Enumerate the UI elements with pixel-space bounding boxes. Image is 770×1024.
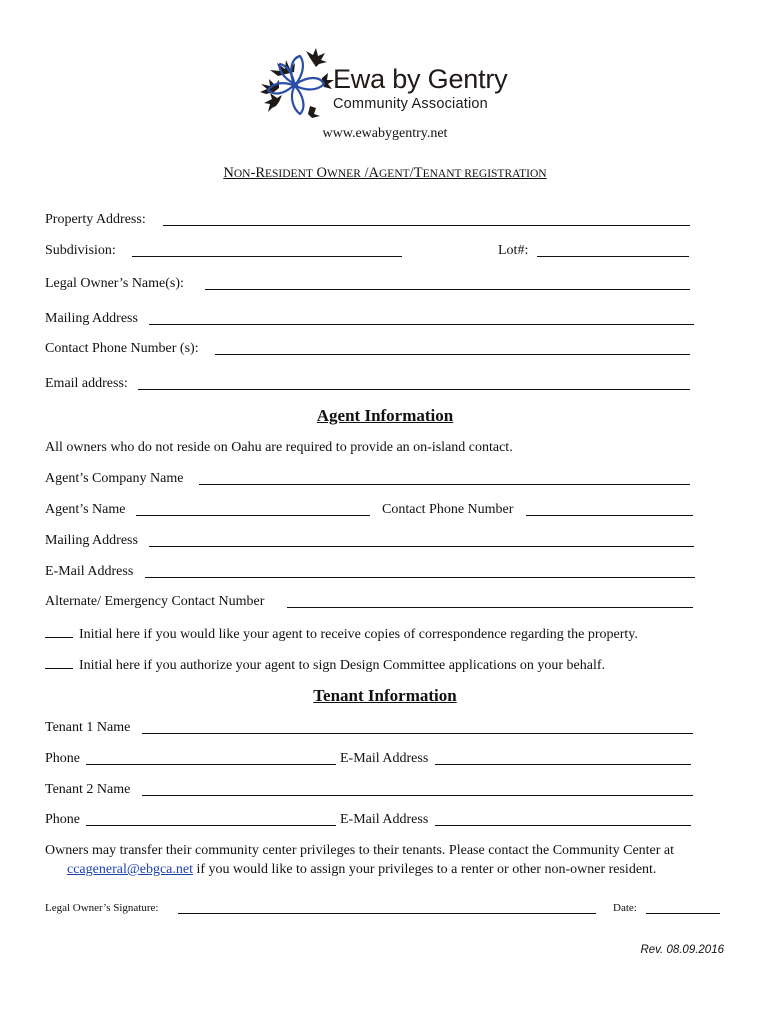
title-part: ON bbox=[233, 168, 251, 180]
property-address-label: Property Address: bbox=[45, 212, 146, 227]
legal-owner-label: Legal Owner’s Name(s): bbox=[45, 276, 184, 291]
signature-date-field[interactable] bbox=[646, 913, 720, 914]
tenant1-email-field[interactable] bbox=[435, 764, 691, 765]
initial-design-label: Initial here if you authorize your agent to sign Design Committee applications on your behalf. bbox=[79, 658, 606, 673]
title-part: ESIDENT bbox=[264, 168, 313, 180]
agent-contact-phone-label: Contact Phone Number bbox=[382, 502, 514, 517]
website-url[interactable]: www.ewabygentry.net bbox=[322, 126, 448, 141]
tenant1-phone-field[interactable] bbox=[86, 764, 336, 765]
title-part: O bbox=[312, 165, 328, 181]
agent-name-field[interactable] bbox=[136, 515, 370, 516]
title-part: /A bbox=[360, 165, 379, 181]
agent-email-label: E-Mail Address bbox=[45, 564, 134, 579]
privileges-note-line2-text: if you would like to assign your privileges to a renter or other non-owner resident. bbox=[192, 862, 657, 877]
tenant2-name-label: Tenant 2 Name bbox=[45, 782, 131, 797]
tenant2-phone-field[interactable] bbox=[86, 825, 336, 826]
title-part: WNER bbox=[327, 168, 361, 180]
privileges-note-line2 bbox=[67, 862, 656, 878]
agent-email-field[interactable] bbox=[145, 577, 695, 578]
tenant1-phone-label: Phone bbox=[45, 751, 80, 766]
title-part: -R bbox=[250, 165, 265, 181]
owner-signature-field[interactable] bbox=[178, 913, 596, 914]
initial-correspondence-label: Initial here if you would like your agent to receive copies of correspondence regarding the property. bbox=[79, 627, 638, 642]
lot-label: Lot#: bbox=[498, 243, 529, 258]
logo-subtitle: Community Association bbox=[333, 96, 488, 112]
alternate-contact-field[interactable] bbox=[287, 607, 693, 608]
title-part: /T bbox=[409, 165, 423, 181]
logo-title: Ewa by Gentry bbox=[333, 64, 508, 94]
agent-information-heading: Agent Information bbox=[316, 406, 454, 425]
owner-mailing-address-label: Mailing Address bbox=[45, 311, 138, 326]
title-part: N bbox=[223, 165, 234, 181]
signature-date-label: Date: bbox=[613, 902, 637, 914]
owner-signature-label: Legal Owner’s Signature: bbox=[45, 902, 159, 914]
privileges-note-line1: Owners may transfer their community center privileges to their tenants. Please contact the Community Center at bbox=[45, 843, 675, 858]
tenant-information-heading: Tenant Information bbox=[313, 686, 457, 705]
owner-mailing-address-field[interactable] bbox=[149, 324, 694, 325]
initial-correspondence-field[interactable] bbox=[45, 625, 73, 638]
agent-note: All owners who do not reside on Oahu are required to provide an on-island contact. bbox=[45, 440, 513, 455]
owner-contact-phone-label: Contact Phone Number (s): bbox=[45, 341, 199, 356]
title-part: GENT bbox=[379, 168, 410, 180]
agent-mailing-address-field[interactable] bbox=[149, 546, 694, 547]
owner-contact-phone-field[interactable] bbox=[215, 354, 690, 355]
form-title bbox=[0, 165, 770, 182]
tenant1-name-label: Tenant 1 Name bbox=[45, 720, 131, 735]
tenant2-name-field[interactable] bbox=[142, 795, 693, 796]
property-address-field[interactable] bbox=[163, 225, 690, 226]
agent-company-field[interactable] bbox=[199, 484, 690, 485]
title-part: ENANT REGISTRATION bbox=[422, 168, 547, 180]
subdivision-label: Subdivision: bbox=[45, 243, 116, 258]
initial-correspondence-row bbox=[45, 625, 638, 643]
tenant1-email-label: E-Mail Address bbox=[340, 751, 429, 766]
agent-contact-phone-field[interactable] bbox=[526, 515, 693, 516]
initial-design-field[interactable] bbox=[45, 656, 73, 669]
tenant2-email-label: E-Mail Address bbox=[340, 812, 429, 827]
agent-mailing-address-label: Mailing Address bbox=[45, 533, 138, 548]
owner-email-label: Email address: bbox=[45, 376, 128, 391]
agent-company-label: Agent’s Company Name bbox=[45, 471, 184, 486]
tenant2-phone-label: Phone bbox=[45, 812, 80, 827]
community-center-email-link[interactable]: ccageneral@ebgca.net bbox=[67, 862, 193, 877]
owner-email-field[interactable] bbox=[138, 389, 690, 390]
initial-design-row bbox=[45, 656, 605, 674]
legal-owner-field[interactable] bbox=[205, 289, 690, 290]
agent-name-label: Agent’s Name bbox=[45, 502, 126, 517]
alternate-contact-label: Alternate/ Emergency Contact Number bbox=[45, 594, 265, 609]
lot-field[interactable] bbox=[537, 256, 689, 257]
subdivision-field[interactable] bbox=[132, 256, 402, 257]
tenant2-email-field[interactable] bbox=[435, 825, 691, 826]
revision-date: Rev. 08.09.2016 bbox=[640, 944, 724, 956]
tenant1-name-field[interactable] bbox=[142, 733, 693, 734]
